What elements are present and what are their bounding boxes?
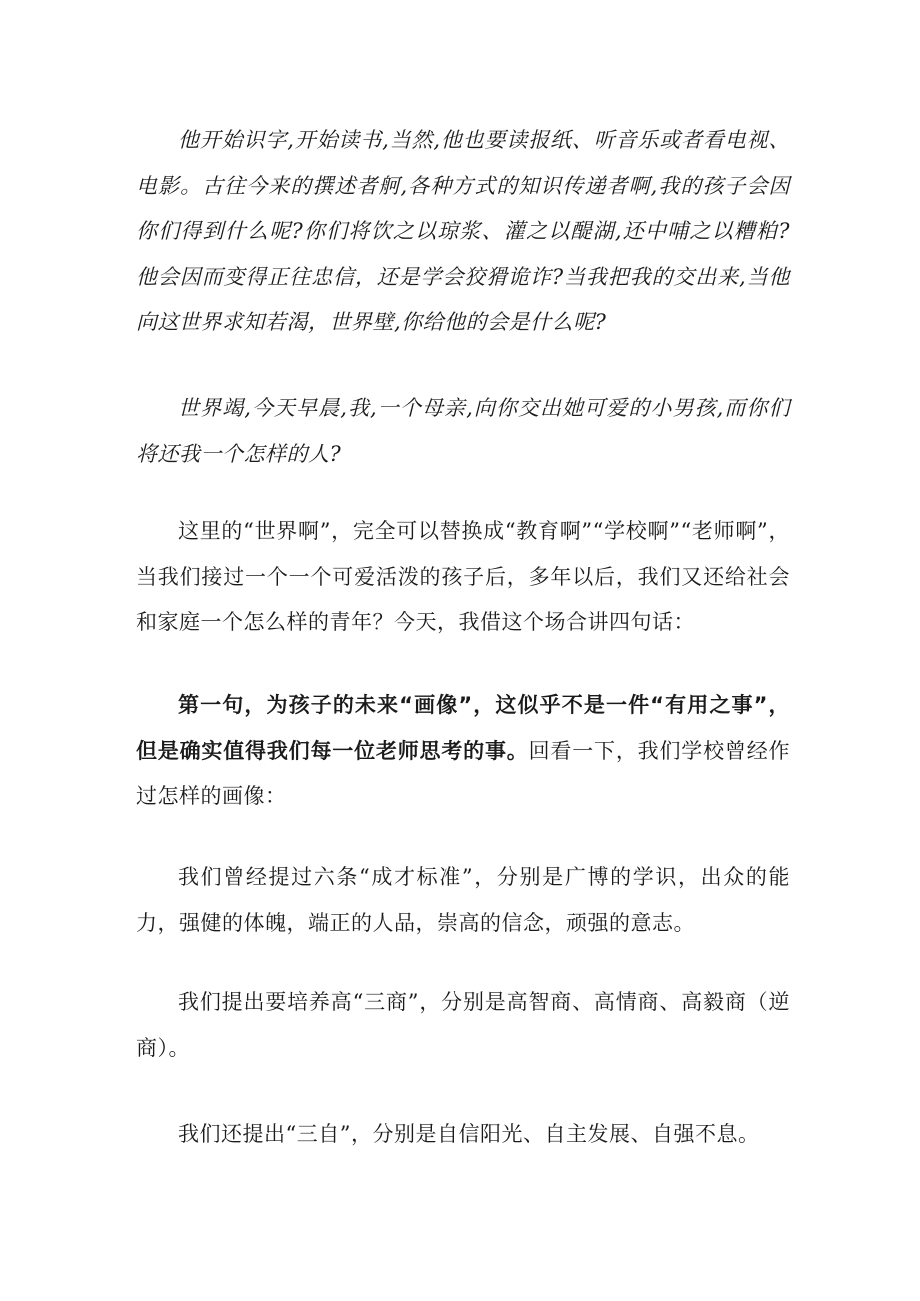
- paragraph-3: 这里的“世界啊”，完全可以替换成“教育啊”“学校啊”“老师啊”，当我们接过一个一个可爱活泼的孩子后，多年以后，我们又还给社会和家庭一个怎么样的青年？今天，我借这个场合讲四句话：: [136, 519, 790, 634]
- paragraph-2: 世界竭,今天早晨,我,一个母亲,向你交出她可爱的小男孩,而你们将还我一个怎样的人?: [136, 396, 790, 466]
- paragraph-4-rest: 回看一下，我们学校曾经作过怎样的画像：: [136, 738, 791, 808]
- paragraph-4: [136, 683, 790, 820]
- paragraph-1: 他开始识字,开始读书,当然,他也要读报纸、听音乐或者看电视、电影。古往今来的撰述者舸,各种方式的知识传递者啊,我的孩子会因你们得到什么呢?你们将饮之以琼浆、灌之以醍湖,还中哺之以糟粕?他会因而变得正往忠信，还是学会狡猾诡诈?当我把我的交出来,当他向这世界求知若渴，世界壁,你给他的会是什么呢?: [136, 128, 790, 334]
- paragraph-4-bold: 第一句，为孩子的未来“画像”，这似乎不是一件“有用之事”，但是确实值得我们每一位老师思考的事。: [136, 693, 790, 763]
- paragraph-7: 我们还提出“三自”，分别是自信阳光、自主发展、自强不息。: [178, 1122, 760, 1146]
- paragraph-5: 我们曾经提过六条“成才标准”，分别是广博的学识，出众的能力，强健的体魄，端正的人品，崇高的信念，顽强的意志。: [136, 865, 790, 935]
- paragraph-6: 我们提出要培养高“三商”，分别是高智商、高情商、高毅商（逆商）。: [136, 990, 790, 1060]
